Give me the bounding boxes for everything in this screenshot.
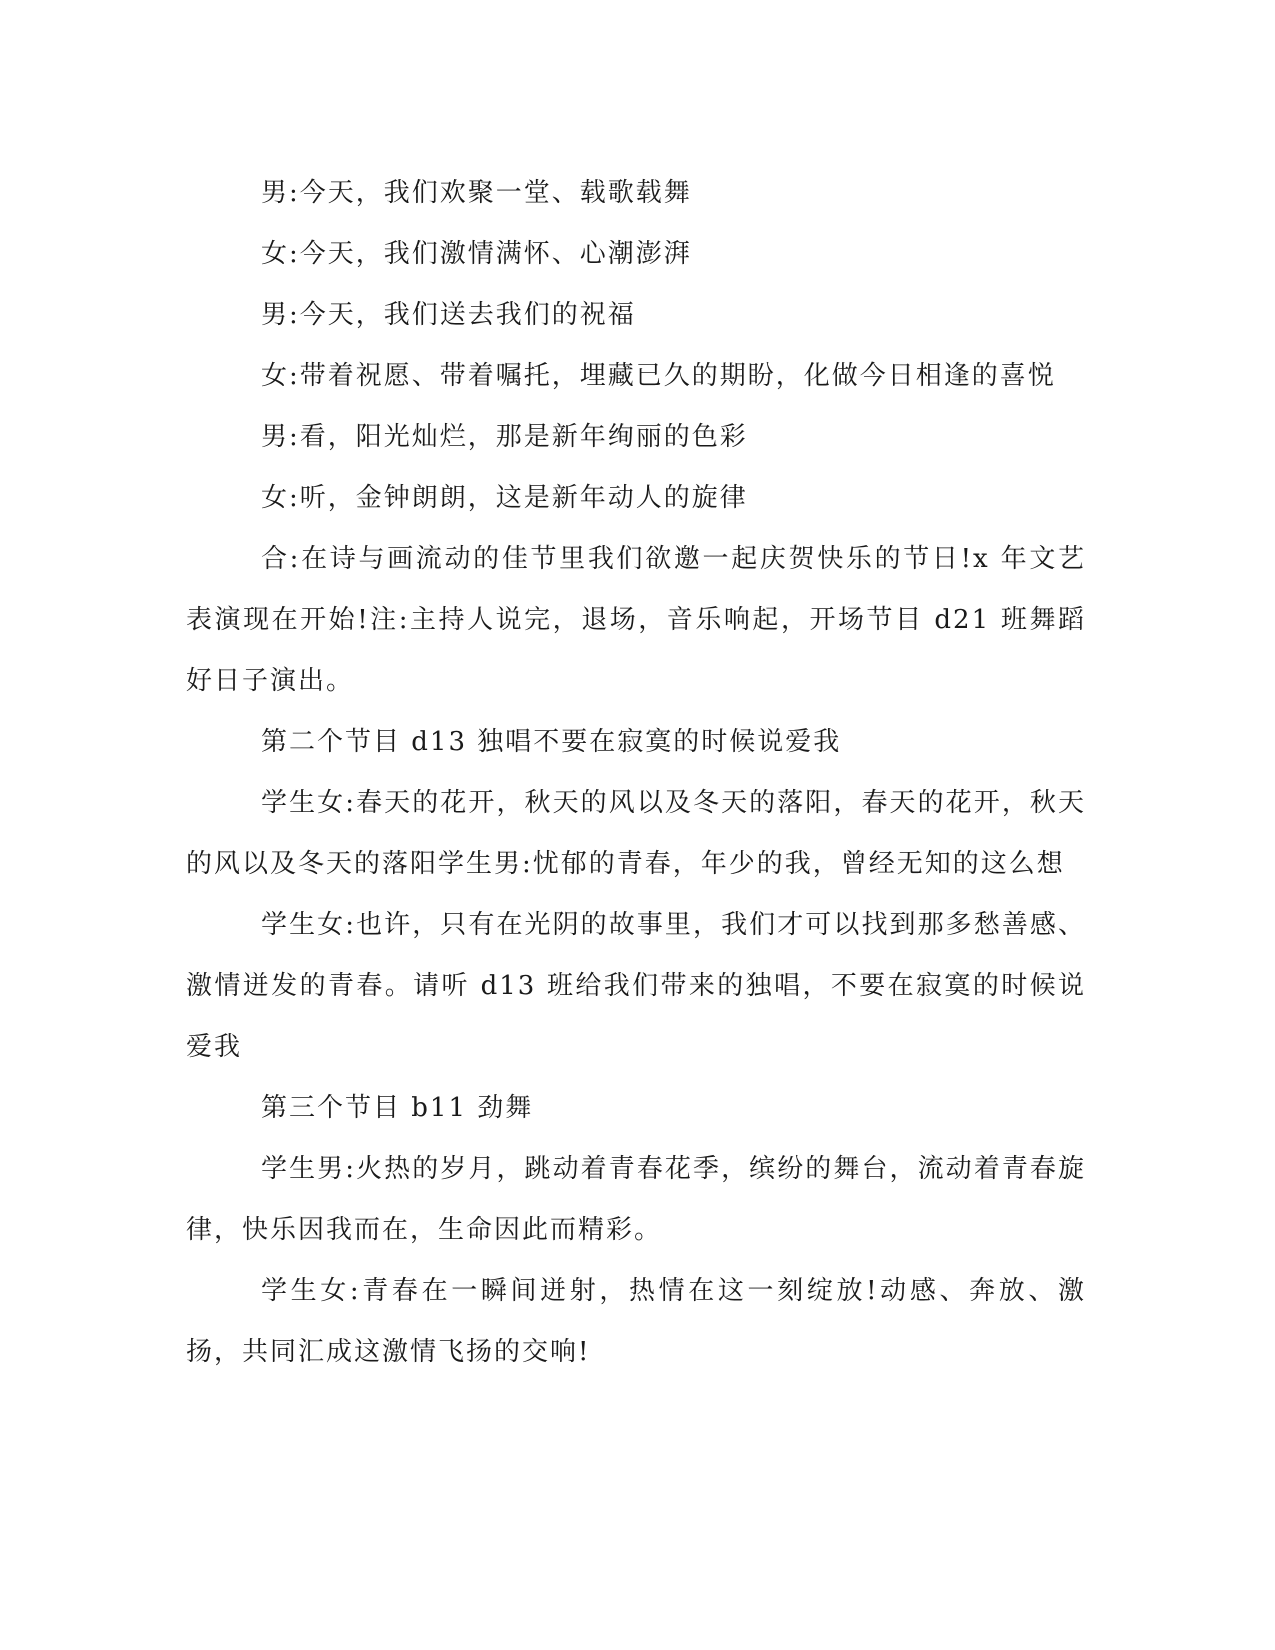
paragraph: 学生女:也许，只有在光阴的故事里，我们才可以找到那多愁善感、激情迸发的青春。请听 d13 班给我们带来的独唱，不要在寂寞的时候说爱我 [186, 910, 1086, 1062]
paragraph: 女:听，金钟朗朗，这是新年动人的旋律 [261, 483, 748, 513]
paragraph: 女:今天，我们激情满怀、心潮澎湃 [261, 239, 692, 269]
paragraph: 女:带着祝愿、带着嘱托，埋藏已久的期盼，化做今日相逢的喜悦 [261, 361, 1056, 391]
paragraph: 男:今天，我们送去我们的祝福 [261, 300, 636, 330]
program-heading: 第三个节目 b11 劲舞 [261, 1093, 534, 1123]
paragraph: 男:看，阳光灿烂，那是新年绚丽的色彩 [261, 422, 748, 452]
paragraph: 男:今天，我们欢聚一堂、载歌载舞 [261, 178, 692, 208]
document-body [186, 163, 1086, 1383]
paragraph: 合:在诗与画流动的佳节里我们欲邀一起庆贺快乐的节日!x 年文艺表演现在开始!注:主持人说完，退场，音乐响起，开场节目 d21 班舞蹈好日子演出。 [186, 544, 1086, 696]
paragraph: 学生女:春天的花开，秋天的风以及冬天的落阳，春天的花开，秋天的风以及冬天的落阳学生男:忧郁的青春，年少的我，曾经无知的这么想 [186, 788, 1086, 879]
paragraph: 学生男:火热的岁月，跳动着青春花季，缤纷的舞台，流动着青春旋律，快乐因我而在，生命因此而精彩。 [186, 1154, 1086, 1245]
program-heading: 第二个节目 d13 独唱不要在寂寞的时候说爱我 [261, 727, 842, 757]
paragraph: 学生女:青春在一瞬间迸射，热情在这一刻绽放!动感、奔放、激扬，共同汇成这激情飞扬的交响! [186, 1276, 1086, 1367]
